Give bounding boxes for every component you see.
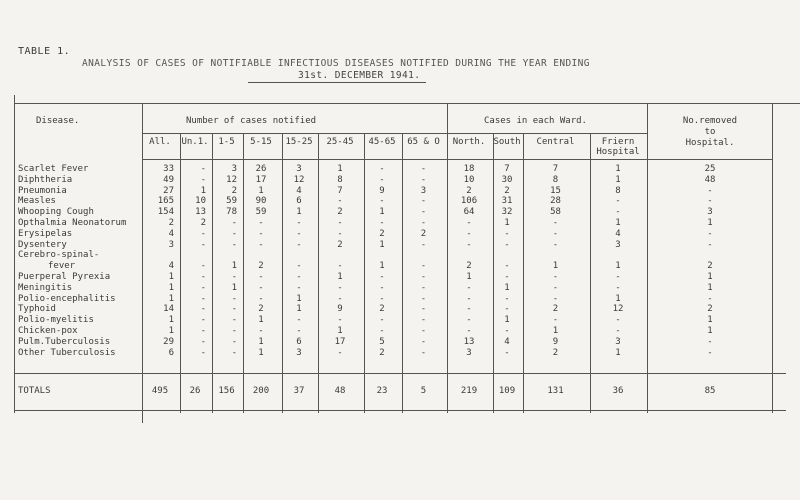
table-row-disease: Dysentery: [18, 239, 67, 250]
table-cell-a5_15: -: [258, 218, 264, 228]
table-cell-a45_65: -: [379, 272, 385, 282]
table-cell-central: 7: [552, 164, 559, 174]
table-cell-north: 1: [466, 272, 472, 282]
table-cell-a15_25: 12: [293, 174, 305, 185]
table-cell-removed: 48: [704, 174, 716, 185]
table-cell-un1: -: [200, 164, 206, 174]
table-cell-a65: -: [420, 239, 427, 250]
table-cell-friern: -: [615, 272, 621, 282]
subheader-age-2: 1-5: [218, 137, 235, 147]
table-cell-a5_15: -: [258, 239, 264, 250]
table-row-disease-cont: fever: [48, 261, 76, 272]
table-cell-un1: 13: [195, 207, 206, 218]
table-cell-a65: -: [420, 207, 427, 218]
table-cell-a5_15: 1: [258, 185, 264, 196]
table-cell-a65: -: [420, 272, 427, 282]
table-cell-un1: -: [200, 347, 206, 358]
table-cell-a25_45: -: [337, 218, 343, 228]
table-cell-all: 29: [163, 336, 174, 347]
subheader-age-3: 5-15: [250, 137, 272, 147]
table-cell-a65: -: [420, 174, 427, 185]
table-cell-a5_15: 2: [258, 261, 264, 272]
totals-cell-removed: 85: [704, 386, 716, 396]
table-cell-a25_45: 1: [337, 164, 343, 174]
table-cell-removed: -: [707, 239, 713, 250]
totals-cell-a25_45: 48: [334, 386, 346, 396]
table-cell-a65: -: [420, 282, 427, 293]
table-cell-un1: -: [200, 315, 206, 326]
table-cell-a5_15: 17: [255, 174, 267, 185]
subheader-age-6: 45-65: [368, 137, 396, 147]
table-cell-a15_25: -: [296, 326, 302, 336]
table-cell-central: -: [552, 218, 559, 228]
table-cell-all: 6: [168, 347, 174, 358]
table-cell-friern: -: [615, 207, 621, 218]
table-cell-removed: 1: [707, 282, 713, 293]
table-cell-a45_65: -: [379, 293, 385, 304]
table-cell-a25_45: 9: [337, 304, 343, 315]
table-cell-a25_45: -: [337, 196, 343, 207]
table-cell-all: 3: [168, 239, 174, 250]
table-cell-central: 2: [552, 347, 559, 358]
totals-bottom-rule: [14, 410, 786, 411]
table-cell-a45_65: 2: [379, 228, 385, 239]
table-cell-north: 18: [463, 164, 475, 174]
table-cell-a15_25: -: [296, 282, 302, 293]
table-cell-un1: -: [200, 282, 206, 293]
table-cell-all: 154: [157, 207, 174, 218]
subheader-age-1: Un.1.: [181, 137, 209, 147]
table-row-disease: Puerperal Pyrexia: [18, 272, 111, 282]
table-cell-removed: -: [707, 336, 713, 347]
subheader-ward-2: Central: [536, 137, 575, 147]
table-top-rule: [14, 103, 800, 104]
totals-cell-a5_15: 200: [252, 386, 270, 396]
table-cell-removed: 25: [704, 164, 716, 174]
table-cell-south: -: [504, 261, 510, 272]
table-cell-a1_5: -: [231, 315, 237, 326]
table-cell-a5_15: 1: [258, 336, 264, 347]
table-cell-a15_25: 3: [296, 347, 302, 358]
table-cell-south: -: [504, 347, 510, 358]
table-cell-a45_65: 2: [379, 347, 385, 358]
subheader-age-0: All.: [149, 137, 171, 147]
table-cell-a5_15: -: [258, 228, 264, 239]
table-cell-central: 8: [552, 174, 559, 185]
table-cell-a15_25: -: [296, 218, 302, 228]
table-cell-a25_45: 7: [337, 185, 343, 196]
table-cell-a25_45: 8: [337, 174, 343, 185]
table-cell-a45_65: -: [379, 174, 385, 185]
table-cell-removed: -: [707, 228, 713, 239]
table-cell-south: 31: [501, 196, 513, 207]
table-cell-a65: -: [420, 218, 427, 228]
table-cell-a25_45: 2: [337, 207, 343, 218]
table-cell-a5_15: 59: [255, 207, 267, 218]
table-cell-all: 1: [168, 272, 174, 282]
table-cell-central: -: [552, 228, 559, 239]
table-cell-a15_25: 6: [296, 196, 302, 207]
table-cell-south: 30: [501, 174, 513, 185]
table-cell-all: 4: [168, 228, 174, 239]
table-cell-a45_65: -: [379, 164, 385, 174]
header-removed-line2: to: [704, 127, 716, 137]
rule-right: [772, 103, 773, 413]
subheader-ward-1: South: [493, 137, 521, 147]
table-cell-friern: 1: [615, 347, 621, 358]
table-cell-a25_45: -: [337, 293, 343, 304]
table-cell-a45_65: 2: [379, 304, 385, 315]
totals-cell-north: 219: [460, 386, 478, 396]
table-cell-a15_25: -: [296, 315, 302, 326]
table-cell-all: 33: [163, 164, 174, 174]
table-cell-a45_65: -: [379, 315, 385, 326]
table-cell-all: 49: [163, 174, 174, 185]
rule-after-ages: [447, 103, 448, 413]
table-cell-a1_5: 12: [226, 174, 237, 185]
table-cell-a1_5: -: [231, 304, 237, 315]
table-cell-all: 27: [163, 185, 174, 196]
table-cell-a1_5: -: [231, 336, 237, 347]
table-cell-central: 28: [550, 196, 561, 207]
table-cell-a5_15: -: [258, 272, 264, 282]
table-row-disease: Opthalmia Neonatorum: [18, 218, 127, 228]
table-cell-friern: 8: [615, 185, 621, 196]
table-row-disease: Pneumonia: [18, 185, 67, 196]
table-cell-central: 2: [552, 304, 559, 315]
table-title-line2: 31st. DECEMBER 1941.: [298, 70, 421, 81]
header-removed-line1: No.removed: [682, 116, 738, 126]
table-cell-south: 1: [504, 282, 510, 293]
table-cell-a45_65: 5: [379, 336, 385, 347]
table-cell-removed: 2: [707, 304, 713, 315]
table-cell-a15_25: 1: [296, 207, 302, 218]
table-cell-south: -: [504, 239, 510, 250]
table-cell-friern: -: [615, 196, 621, 207]
table-cell-un1: -: [200, 261, 206, 272]
table-cell-north: 2: [466, 185, 472, 196]
table-cell-friern: 4: [615, 228, 621, 239]
subheader-rule: [142, 159, 772, 160]
table-cell-north: -: [466, 218, 472, 228]
table-cell-a65: -: [420, 304, 427, 315]
table-cell-north: -: [466, 293, 472, 304]
table-cell-central: -: [552, 282, 559, 293]
table-cell-a5_15: 1: [258, 347, 264, 358]
table-cell-a45_65: 9: [379, 185, 385, 196]
subheader-age-4: 15-25: [285, 137, 313, 147]
table-cell-a15_25: -: [296, 228, 302, 239]
table-cell-a25_45: 17: [334, 336, 346, 347]
table-cell-un1: -: [200, 326, 206, 336]
table-cell-a25_45: -: [337, 282, 343, 293]
totals-cell-south: 109: [498, 386, 516, 396]
table-cell-un1: 10: [195, 196, 206, 207]
table-cell-a45_65: -: [379, 282, 385, 293]
table-cell-un1: 2: [200, 218, 206, 228]
table-cell-north: -: [466, 326, 472, 336]
table-row-disease: Chicken-pox: [18, 326, 78, 336]
totals-cell-all: 495: [151, 386, 169, 396]
totals-cell-a15_25: 37: [293, 386, 305, 396]
table-cell-friern: 12: [612, 304, 624, 315]
table-cell-central: 58: [550, 207, 561, 218]
table-cell-un1: -: [200, 304, 206, 315]
table-cell-north: -: [466, 239, 472, 250]
table-cell-all: 1: [168, 315, 174, 326]
table-cell-a15_25: 6: [296, 336, 302, 347]
table-cell-a45_65: -: [379, 196, 385, 207]
table-cell-central: -: [552, 315, 559, 326]
table-cell-a65: -: [420, 336, 427, 347]
table-cell-a65: 3: [420, 185, 427, 196]
table-row-disease: Diphtheria: [18, 174, 73, 185]
table-cell-friern: 1: [615, 293, 621, 304]
table-cell-a1_5: 2: [231, 185, 237, 196]
table-cell-a1_5: -: [231, 272, 237, 282]
table-cell-north: 2: [466, 261, 472, 272]
table-cell-removed: 3: [707, 207, 713, 218]
table-cell-un1: -: [200, 293, 206, 304]
table-cell-friern: -: [615, 326, 621, 336]
totals-cell-central: 131: [547, 386, 564, 396]
table-row-disease: Measles: [18, 196, 56, 207]
group-header-rule: [142, 133, 647, 134]
table-cell-removed: -: [707, 293, 713, 304]
table-label: TABLE 1.: [18, 46, 71, 57]
table-cell-a25_45: 1: [337, 326, 343, 336]
subheader-ward-0: North.: [452, 137, 486, 147]
table-cell-a1_5: -: [231, 326, 237, 336]
table-row-disease: Other Tuberculosis: [18, 347, 116, 358]
table-cell-central: -: [552, 239, 559, 250]
table-row-disease: Polio-myelitis: [18, 315, 94, 326]
table-cell-south: -: [504, 293, 510, 304]
table-cell-central: 1: [552, 326, 559, 336]
table-row-disease: Meningitis: [18, 282, 73, 293]
table-cell-a15_25: 3: [296, 164, 302, 174]
table-cell-removed: 1: [707, 218, 713, 228]
table-cell-central: 1: [552, 261, 559, 272]
title-underline: [248, 82, 426, 83]
table-cell-a15_25: 1: [296, 304, 302, 315]
table-cell-a25_45: -: [337, 315, 343, 326]
table-cell-removed: -: [707, 347, 713, 358]
table-row-disease: Typhoid: [18, 304, 56, 315]
table-cell-a65: -: [420, 326, 427, 336]
table-cell-all: 1: [168, 293, 174, 304]
table-cell-a65: 2: [420, 228, 427, 239]
table-cell-a45_65: 1: [379, 239, 385, 250]
table-cell-north: -: [466, 304, 472, 315]
table-cell-a1_5: -: [231, 228, 237, 239]
table-cell-north: 106: [460, 196, 478, 207]
table-cell-removed: 2: [707, 261, 713, 272]
table-cell-removed: -: [707, 185, 713, 196]
table-cell-a15_25: 4: [296, 185, 302, 196]
table-cell-south: -: [504, 304, 510, 315]
table-cell-friern: 3: [615, 336, 621, 347]
table-cell-central: -: [552, 272, 559, 282]
table-cell-friern: 1: [615, 164, 621, 174]
table-row-disease: Polio-encephalitis: [18, 293, 116, 304]
totals-top-rule: [14, 373, 786, 374]
header-removed-line3: Hospital.: [685, 138, 735, 148]
table-cell-all: 2: [168, 218, 174, 228]
subheader-friern-line2: Hospital: [596, 147, 640, 157]
table-cell-a45_65: -: [379, 326, 385, 336]
table-cell-a1_5: 78: [226, 207, 237, 218]
table-cell-north: 13: [463, 336, 475, 347]
table-cell-south: 4: [504, 336, 510, 347]
table-cell-central: 15: [550, 185, 561, 196]
header-cases-in-ward: Cases in each Ward.: [484, 116, 587, 126]
table-cell-north: -: [466, 282, 472, 293]
table-cell-a1_5: -: [231, 293, 237, 304]
table-cell-friern: 1: [615, 174, 621, 185]
table-cell-un1: -: [200, 228, 206, 239]
table-cell-a1_5: 1: [231, 261, 237, 272]
table-cell-a15_25: -: [296, 239, 302, 250]
table-cell-friern: -: [615, 315, 621, 326]
table-cell-north: -: [466, 315, 472, 326]
table-cell-south: -: [504, 228, 510, 239]
table-cell-south: 1: [504, 218, 510, 228]
table-cell-friern: 1: [615, 218, 621, 228]
table-cell-a45_65: 1: [379, 207, 385, 218]
totals-cell-un1: 26: [189, 386, 201, 396]
table-cell-south: 7: [504, 164, 510, 174]
table-cell-a45_65: -: [379, 218, 385, 228]
table-cell-central: -: [552, 293, 559, 304]
table-cell-un1: 1: [200, 185, 206, 196]
table-cell-north: -: [466, 228, 472, 239]
table-row-disease: Erysipelas: [18, 228, 73, 239]
table-cell-un1: -: [200, 272, 206, 282]
table-cell-a5_15: -: [258, 326, 264, 336]
table-cell-south: -: [504, 272, 510, 282]
header-number-of-cases: Number of cases notified: [186, 116, 317, 126]
table-cell-a1_5: 3: [231, 164, 237, 174]
rule-left: [14, 95, 15, 413]
table-cell-all: 14: [163, 304, 174, 315]
table-cell-all: 1: [168, 282, 174, 293]
totals-cell-friern: 36: [612, 386, 624, 396]
table-cell-north: 64: [463, 207, 475, 218]
table-row-disease: Pulm.Tuberculosis: [18, 336, 111, 347]
table-cell-north: 10: [463, 174, 475, 185]
table-cell-a1_5: 1: [231, 282, 237, 293]
table-cell-a5_15: 2: [258, 304, 264, 315]
table-cell-a65: -: [420, 347, 427, 358]
table-cell-a65: -: [420, 293, 427, 304]
table-cell-all: 4: [168, 261, 174, 272]
table-cell-un1: -: [200, 239, 206, 250]
table-cell-removed: 1: [707, 315, 713, 326]
subheader-age-7: 65 & O: [407, 137, 440, 147]
table-cell-south: 1: [504, 315, 510, 326]
table-cell-a15_25: -: [296, 272, 302, 282]
header-disease: Disease.: [36, 116, 80, 126]
table-row-disease: Cerebro-spinal-: [18, 250, 100, 261]
table-cell-a1_5: -: [231, 347, 237, 358]
table-cell-a25_45: -: [337, 347, 343, 358]
table-title-line1: ANALYSIS OF CASES OF NOTIFIABLE INFECTIOUS DISEASES NOTIFIED DURING THE YEAR ENDING: [82, 58, 590, 69]
table-cell-a5_15: -: [258, 293, 264, 304]
table-cell-south: -: [504, 326, 510, 336]
table-cell-friern: 3: [615, 239, 621, 250]
table-cell-a25_45: -: [337, 228, 343, 239]
table-cell-removed: 1: [707, 326, 713, 336]
table-cell-a65: -: [420, 315, 427, 326]
totals-cell-a1_5: 156: [218, 386, 235, 396]
table-cell-a5_15: 26: [255, 164, 267, 174]
table-cell-all: 165: [157, 196, 174, 207]
rule-after-wards: [647, 103, 648, 413]
table-row-disease: Whooping Cough: [18, 207, 94, 218]
table-cell-north: 3: [466, 347, 472, 358]
table-cell-a65: -: [420, 261, 427, 272]
table-cell-a25_45: -: [337, 261, 343, 272]
table-cell-a5_15: 90: [255, 196, 267, 207]
table-cell-friern: -: [615, 282, 621, 293]
subheader-age-5: 25-45: [326, 137, 354, 147]
subheader-friern-line1: Friern: [601, 137, 635, 147]
table-cell-all: 1: [168, 326, 174, 336]
table-cell-south: 2: [504, 185, 510, 196]
table-cell-a45_65: 1: [379, 261, 385, 272]
table-cell-central: 9: [552, 336, 559, 347]
table-cell-friern: 1: [615, 261, 621, 272]
table-cell-removed: -: [707, 196, 713, 207]
table-cell-a65: -: [420, 196, 427, 207]
table-cell-un1: -: [200, 336, 206, 347]
table-cell-a25_45: 2: [337, 239, 343, 250]
table-cell-a15_25: 1: [296, 293, 302, 304]
table-cell-un1: -: [200, 174, 206, 185]
totals-cell-a45_65: 23: [376, 386, 388, 396]
totals-label: TOTALS: [18, 386, 51, 396]
table-cell-a1_5: -: [231, 239, 237, 250]
table-cell-a25_45: 1: [337, 272, 343, 282]
table-cell-a5_15: -: [258, 282, 264, 293]
table-row-disease: Scarlet Fever: [18, 164, 89, 174]
table-cell-a15_25: -: [296, 261, 302, 272]
table-cell-a65: -: [420, 164, 427, 174]
table-cell-a1_5: -: [231, 218, 237, 228]
table-cell-south: 32: [501, 207, 513, 218]
table-cell-removed: 1: [707, 272, 713, 282]
totals-cell-a65: 5: [420, 386, 427, 396]
table-cell-a5_15: 1: [258, 315, 264, 326]
table-cell-a1_5: 59: [226, 196, 237, 207]
